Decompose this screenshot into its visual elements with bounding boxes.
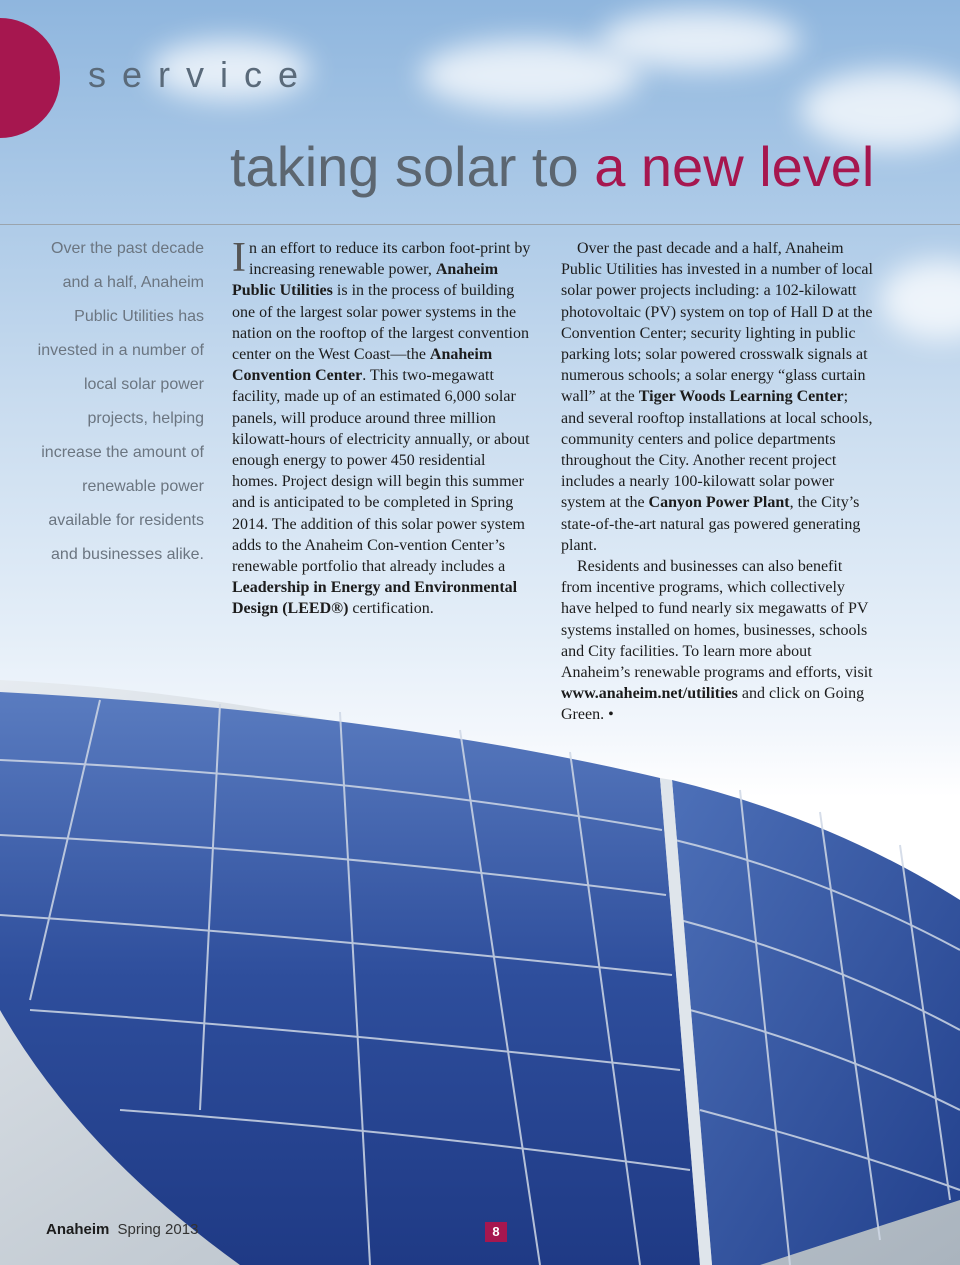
bold-term: Anaheim Convention Center <box>232 346 493 385</box>
section-label: service <box>88 54 315 95</box>
body-text: certification. <box>348 600 434 618</box>
bold-term: Leadership in Energy and Environmental Design (LEED®) <box>232 579 518 618</box>
url-link[interactable]: www.anaheim.net/utilities <box>561 685 738 703</box>
footer-brand: Anaheim <box>46 1221 110 1238</box>
bold-term: Tiger Woods Learning Center <box>638 388 844 406</box>
divider <box>0 224 960 225</box>
body-text: Residents and businesses can also benefit from incentive programs, which collectively have helped to fund nearly six megawatts of PV systems installed on homes, businesses, schools and City facilities. To learn more about Anaheim’s renewable programs and efforts, visit <box>561 558 873 682</box>
body-text: , the City’s state-of-the-art natural gas powered generating plant. <box>561 494 861 554</box>
bold-term: Anaheim Public Utilities <box>232 261 499 300</box>
body-text: ; and several rooftop installations at local schools, community centers and police departments throughout the City. Another recent project includes a nearly 100-kilowatt solar power system at the <box>561 388 873 512</box>
pull-quote: Over the past decade and a half, Anaheim Public Utilities has invested in a number of local solar power projects, helping increase the amount of renewable power available for residents and businesses alike. <box>37 240 204 563</box>
headline-accent: a new level <box>594 135 875 198</box>
body-text: . This two-megawatt facility, made up of an estimated 6,000 solar panels, will produce around three million kilowatt-hours of electricity annually, or about enough energy to power 450 residential homes. Project design will begin this summer and is anticipated to be completed in Spring 2014. The addition of this solar power system adds to the Anaheim Con-vention Center’s renewable portfolio that already includes a <box>232 367 530 576</box>
footer <box>46 1221 198 1238</box>
article-column-2 <box>561 238 873 726</box>
body-text: and click on Going Green. • <box>561 685 865 724</box>
paragraph <box>561 556 873 726</box>
drop-cap: I <box>232 235 246 281</box>
bold-term: Canyon Power Plant <box>648 494 790 512</box>
page-number: 8 <box>485 1222 507 1242</box>
article-column-1 <box>232 235 532 620</box>
body-text: Over the past decade and a half, Anaheim Public Utilities has invested in a number of local solar power projects including: a 102-kilowatt photovoltaic (PV) system on top of Hall D at the Convention Center; security lighting in public parking lots; solar powered crosswalk signals at numerous schools; a solar energy “glass curtain wall” at the <box>561 240 873 406</box>
body-text: n an effort to reduce its carbon foot-print by increasing renewable power, <box>249 240 531 279</box>
body-text: is in the process of building one of the largest solar power systems in the nation on the rooftop of the largest convention center on the West Coast—the <box>232 282 529 364</box>
paragraph <box>561 238 873 556</box>
headline <box>230 134 874 199</box>
headline-plain: taking solar to <box>230 135 595 198</box>
footer-issue: Spring 2013 <box>117 1221 199 1238</box>
